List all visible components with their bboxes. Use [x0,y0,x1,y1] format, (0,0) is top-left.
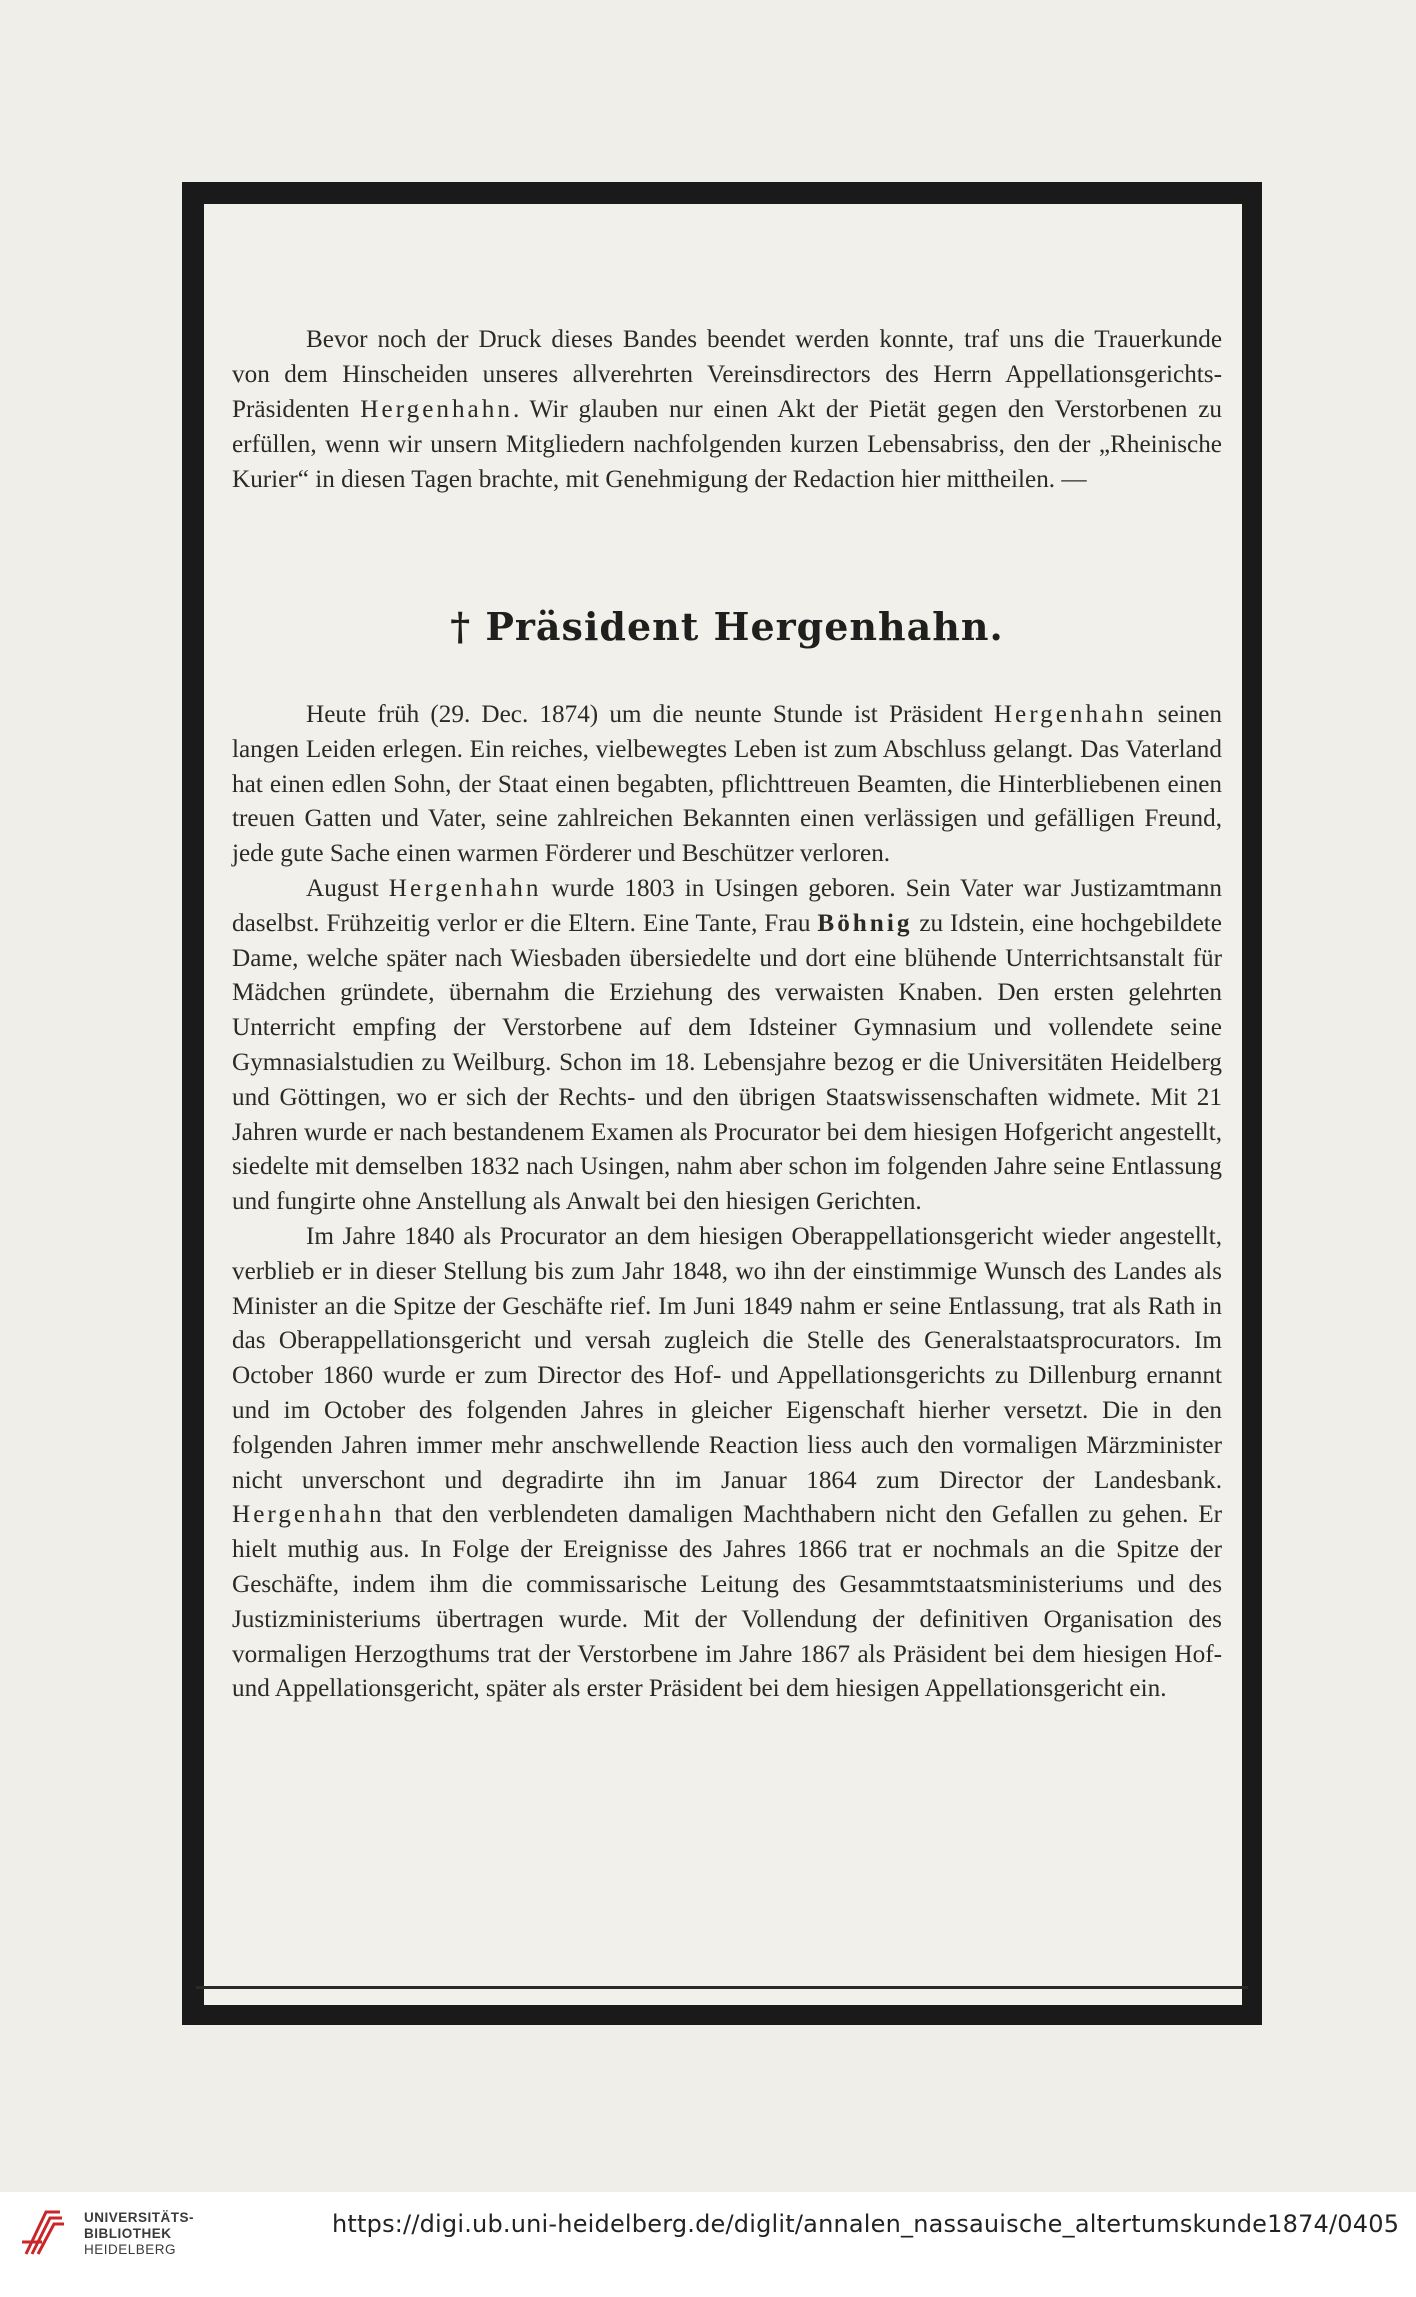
obituary-body [232,698,1222,1707]
obituary-heading: † Präsident Hergenhahn. [450,604,1004,649]
paragraph-3: Im Jahre 1840 als Procurator an dem hiesigen Oberappellationsgericht wieder angestellt, verblieb er in dieser Stellung bis zum Jahr 1848, wo ihn der einstimmige Wunsch des Landes als Minister an die Spitze der Geschäfte rief. Im Juni 1849 nahm er seine Entlassung, trat als Rath in das Oberappellationsgericht und versah zugleich die Stelle des Generalstaatsprocurators. Im October 1860 wurde er zum Director des Hof- und Appellationsgerichts zu Dillenburg ernannt und im October des folgenden Jahres in gleicher Eigenschaft hierher versetzt. Die in den folgenden Jahren immer mehr anschwellende Reaction liess auch den vormaligen Märzminister nicht unverschont und degradirte ihn im Januar 1864 zum Director der Landesbank. Hergenhahn that den verblendeten damaligen Machthabern nicht den Gefallen zu gehen. Er hielt muthig aus. In Folge der Ereignisse des Jahres 1866 trat er nochmals an die Spitze der Geschäfte, indem ihm die commissarische Leitung des Gesammtstaatsministeriums und des Justizministeriums übertragen wurde. Mit der Vollendung der definitiven Organisation des vormaligen Herzogthums trat der Verstorbene im Jahre 1867 als Präsident bei dem hiesigen Hof- und Appellationsgericht, später als erster Präsident bei dem hiesigen Appellationsgericht ein. [232,1222,1222,1703]
intro-paragraph [232,322,1222,497]
name-spaced: Hergenhahn [360,396,513,423]
library-logo-icon [16,2204,70,2258]
library-name: UNIVERSITÄTS- BIBLIOTHEK HEIDELBERG [84,2210,195,2257]
bottom-rule [196,1986,1248,1989]
source-url-link[interactable]: https://digi.ub.uni-heidelberg.de/diglit/annalen_nassauische_altertumskunde1874/0405 [332,2210,1400,2238]
paragraph-1: Heute früh (29. Dec. 1874) um die neunte Stunde ist Präsident Hergenhahn seinen langen Leiden erlegen. Ein reiches, vielbewegtes Leben ist zum Abschluss gelangt. Das Vaterland hat einen edlen Sohn, der Staat einen begabten, pflichttreuen Beamten, die Hinterbliebenen einen treuen Gatten und Vater, seine zahlreichen Bekannten einen verlässigen und gefälligen Freund, jede gute Sache einen warmen Förderer und Beschützer verloren. [232,701,1222,868]
footer-bar [0,2192,1416,2297]
paragraph-2: August Hergenhahn wurde 1803 in Usingen geboren. Sein Vater war Justizamtmann daselbst. Frühzeitig verlor er die Eltern. Eine Tante, Frau Böhnig zu Idstein, eine hochgebildete Dame, welche später nach Wiesbaden übersiedelte und dort eine blühende Unterrichtsanstalt für Mädchen gründete, übernahm die Erziehung des verwaisten Knaben. Den ersten gelehrten Unterricht empfing der Verstorbene auf dem Idsteiner Gymnasium und vollendete seine Gymnasialstudien zu Weilburg. Schon im 18. Lebensjahre bezog er die Universitäten Heidelberg und Göttingen, wo er sich der Rechts- und den übrigen Staatswissenschaften widmete. Mit 21 Jahren wurde er nach bestandenem Examen als Procurator bei dem hiesigen Hofgericht angestellt, siedelte mit demselben 1832 nach Usingen, nahm aber schon im folgenden Jahre seine Entlassung und fungirte ohne Anstellung als Anwalt bei den hiesigen Gerichten. [232,874,1222,1216]
intro-text: Bevor noch der Druck dieses Bandes beendet werden konnte, traf uns die Trauerkunde von dem Hinscheiden unseres allverehrten Vereinsdirectors des Herrn Appellationsgerichts-Präsidenten Hergenhahn. Wir glauben nur einen Akt der Pietät gegen den Verstorbenen zu erfüllen, wenn wir unsern Mitgliedern nachfolgenden kurzen Lebensabriss, den der „Rheinische Kurier“ in diesen Tagen brachte, mit Genehmigung der Redaction hier mittheilen. — [232,326,1222,493]
